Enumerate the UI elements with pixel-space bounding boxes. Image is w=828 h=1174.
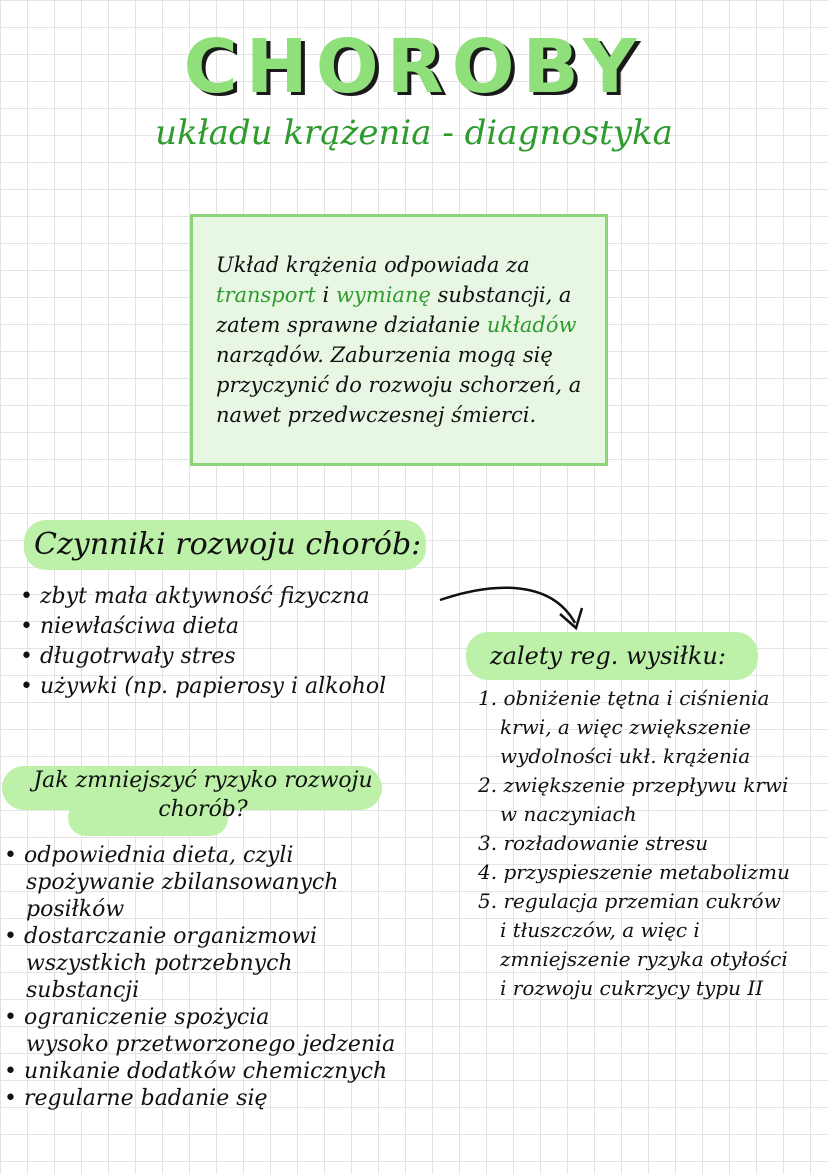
factors-heading: Czynniki rozwoju chorób:	[34, 527, 422, 562]
list-item: • unikanie dodatków chemicznych	[4, 1059, 388, 1084]
intro-text	[216, 250, 596, 430]
list-item	[4, 842, 434, 923]
item-line: i tłuszczów, a więc i	[500, 918, 700, 942]
intro-part-4: narządów. Zaburzenia mogą się przyczynić do rozwoju schorzeń, a nawet przedwczesnej śmierci.	[216, 343, 582, 427]
list-item	[478, 684, 824, 771]
item-line: zmniejszenie ryzyka otyłości	[500, 947, 788, 971]
intro-highlight-transport: transport	[216, 283, 316, 307]
item-line: spożywanie zbilansowanych	[26, 870, 339, 895]
intro-part-1: Układ krążenia odpowiada za	[216, 253, 530, 277]
list-item: 4. przyspieszenie metabolizmu	[478, 860, 790, 884]
list-item	[4, 1004, 434, 1058]
list-item: • długotrwały stres	[20, 644, 236, 669]
item-line: w naczyniach	[500, 802, 637, 826]
item-line: • dostarczanie organizmowi	[4, 924, 318, 949]
list-item: 3. rozładowanie stresu	[478, 831, 709, 855]
list-item	[478, 771, 824, 829]
item-line: i rozwoju cukrzycy typu II	[500, 976, 764, 1000]
item-line: wydolności ukł. krążenia	[500, 744, 751, 768]
intro-highlight-ukladow: układów	[486, 313, 577, 337]
intro-highlight-wymiane: wymianę	[335, 283, 431, 307]
benefits-heading: zalety reg. wysiłku:	[490, 642, 726, 670]
list-item	[478, 887, 824, 1003]
intro-part-2: i	[315, 283, 336, 307]
list-item: • zbyt mała aktywność fizyczna	[20, 584, 370, 609]
reduce-list	[4, 842, 434, 1112]
list-item: • niewłaściwa dieta	[20, 614, 239, 639]
page-subtitle: układu krążenia - diagnostyka	[155, 113, 673, 153]
item-line: wszystkich potrzebnych	[26, 951, 293, 976]
benefits-list	[478, 684, 824, 1003]
item-line: wysoko przetworzonego jedzenia	[26, 1032, 396, 1057]
item-line: 2. zwiększenie przepływu krwi	[478, 773, 789, 797]
item-line: 1. obniżenie tętna i ciśnienia	[478, 686, 770, 710]
item-line: • ograniczenie spożycia	[4, 1005, 270, 1030]
item-line: krwi, a więc zwiększenie	[500, 715, 751, 739]
list-item: • używki (np. papierosy i alkohol	[20, 674, 387, 699]
item-line: • odpowiednia dieta, czyli	[4, 843, 294, 868]
intro-part-3: substancji, a zatem sprawne działanie	[216, 283, 572, 337]
page-title: CHOROBY	[183, 24, 645, 110]
list-item	[4, 923, 434, 1004]
list-item: • regularne badanie się	[4, 1086, 268, 1111]
item-line: 5. regulacja przemian cukrów	[478, 889, 781, 913]
item-line: substancji	[26, 978, 140, 1003]
item-line: posiłków	[26, 897, 125, 922]
factors-list	[20, 582, 460, 702]
reduce-heading: Jak zmniejszyć ryzyko rozwoju chorób?	[33, 768, 373, 822]
